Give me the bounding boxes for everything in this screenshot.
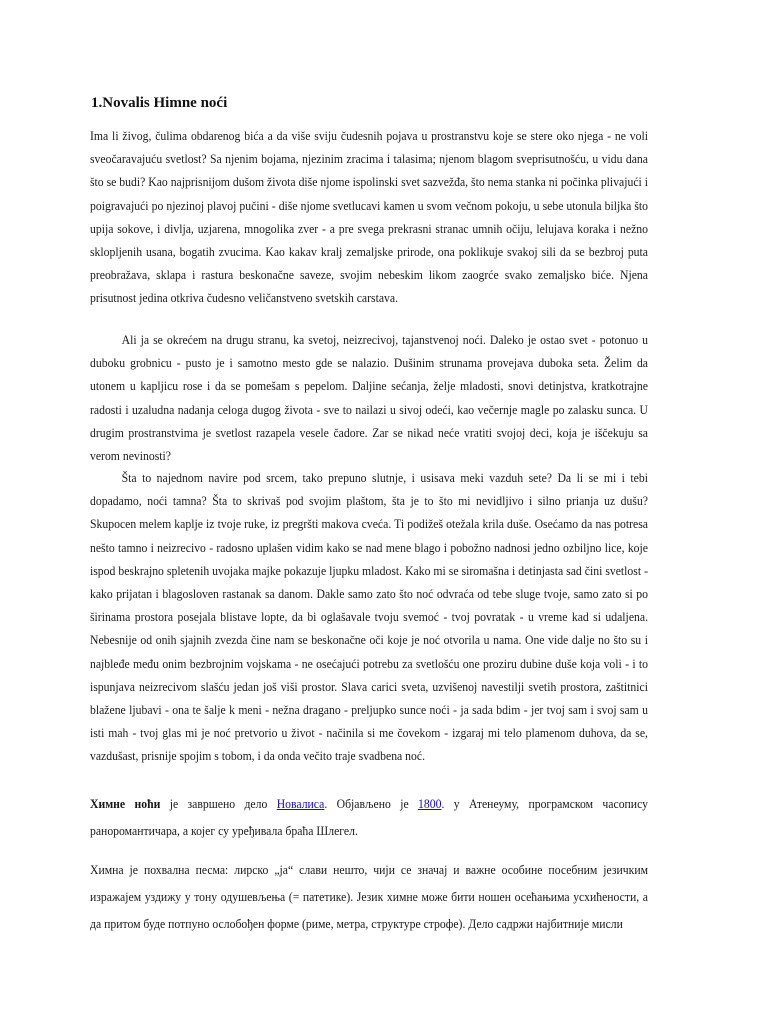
paragraph-night: Ali ja se okrećem na drugu stranu, ka svetoj, neizrecivoj, tajanstvenoj noći. Daleko je ostao svet - potonuo u duboku grobnicu - pusto je i samotno mesto gde se nalazio. Dušinim strunama provejava duboka seta. Želim da utonem u kapljicu rose i da se pomešam s pepelom. Daljine sećanja, želje mladosti, snovi detinjstva, kratkotrajne radosti i uzaludna nadanja celoga dugog života - sve to nailazi u sivoj odeći, kao večernje magle po zalasku sunca. U drugim prostranstvima je svetlost razapela vesele čadore. Zar se nikad neće vratiti svojoj deci, koja je iščekuju sa verom nevinosti? — [90, 333, 649, 464]
document-title: 1.Novalis Himne noći — [91, 95, 228, 111]
work-title-bold: Химне ноћи — [90, 797, 161, 811]
novalis-link[interactable]: Новалиса — [276, 797, 325, 811]
publication-text-1: је завршено дело — [160, 797, 277, 811]
paragraph-intro: Ima li živog, čulima obdarenog bića a da više sviju čudesnih pojava u prostranstvu koje se stere oko njega - ne voli sveočaravajuću svetlost? Sa njenim bojama, njezinim zracima i talasima; njenom blagom sveprisutnošću, u vidu dana što se budi? Kao najprisnijom dušom života diše njome ispolinski svet sazvežđa, što nema stanka ni počinka plivajući i poigravajući po njezinoj plavoj pučini - diše njome svetlucavi kamen u svom večnom pokoju, u sebe utonula biljka što upija sokove, i divlja, uzjarena, mnogolika zver - a pre svega prekrasni stranac umnih očiju, lelujava koraka i nežno sklopljenih usana, bogatih zvucima. Kao kakav kralj zemaljske prirode, ona poklikuje svakoj sili da se bezbroj puta preobražava, sklapa i rastura beskonačne saveze, svojim nebeskim likom zaogrće svako zemaljsko biće. Njena prisutnost jedina otkriva čudesno veličanstveno svetskih carstava. — [90, 129, 648, 306]
paragraph-longing: Šta to najednom navire pod srcem, tako prepuno slutnje, i usisava meki vazduh sete? Da li se mi i tebi dopadamo, noći tamna? Šta to skrivaš pod svojim plaštom, šta je to što mi nevidljivo i silno prianja uz dušu? Skupocen melem kaplje iz tvoje ruke, iz pregršti makova cveća. Ti podižeš otežala krila duše. Osećamo da nas potresa nešto tamno i neizrecivo - radosno uplašen vidim kako se nad mene blago i pobožno nadnosi jedno ozbiljno lice, koje ispod beskrajno spletenih uvojaka majke pokazuje ljupku mladost. Kako mi se siromašna i detinjasta sad čini svetlost - kako prijatan i blagosloven rastanak sa danom. Dakle samo zato što noć odvraća od tebe sluge tvoje, samo zato si po širinama prostora posejala blistave lopte, da bi oglašavale tvoju svemoć - tvoj povratak - u vreme kad si udaljena. Nebesnije od onih sjajnih zvezda čine nam se beskonačne oči koje je noć otvorila u nama. One vide dalje no što su i najbleđe među onim bezbrojnim vojskama - ne osećajući potrebu za svetlošću one proziru dubine duše koja voli - i to ispunjava neizrecivom slašću jedan još viši prostor. Slava carici sveta, uzvišenoj navestilji svetih prostora, zaštitnici blažene ljubavi - ona te šalje k meni - nežna dragano - preljupko sunce noći - ja sada bdim - jer tvoj sam i svoj sam u isti mah - tvoj glas mi je noć pretvorio u život - načinila si me čovekom - izgaraj mi telo plamenom duhova, da se, vazdušast, prisnije spojim s tobom, i da onda večito traje svadbena noć. — [90, 471, 649, 764]
publication-text-3: . у Атенеуму, програмском часопису раноромантичара, а којег су уређивала браћа Шлегел. — [90, 797, 648, 838]
year-1800-link[interactable]: 1800 — [418, 797, 442, 811]
paragraph-hymn-definition: Химна је похвална песма: лирско „ја“ слави нешто, чији се значај и важне особине посебним језичким изражајем уздижу у тону одушевљења (= патетике). Језик химне може бити ношен осећањима усхићености, а да притом буде потпуно ослобођен форме (риме, метра, структуре строфе). Дело садржи најбитније мисли — [90, 863, 648, 931]
paragraph-publication — [90, 791, 648, 845]
publication-text-2: . Објављено је — [324, 797, 419, 811]
